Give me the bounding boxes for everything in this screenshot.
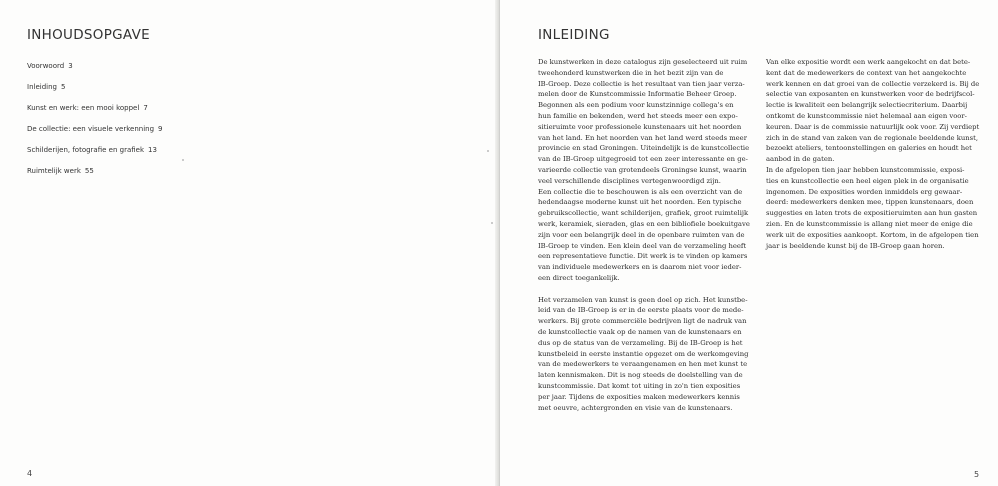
paper-speck [487,150,489,152]
toc-entry-label: De collectie: een visuele verkenning [27,125,155,133]
paper-speck [491,222,493,224]
toc-entry [27,104,327,125]
left-page [0,0,497,486]
toc-entry-page: 55 [84,167,94,175]
toc-entry [27,125,327,146]
toc-entry-page: 5 [60,83,66,91]
toc-entry-page: 13 [148,146,157,154]
toc-entry-page: 7 [143,104,148,112]
intro-heading: INLEIDING [538,27,610,43]
intro-column-1 [538,57,764,413]
paper-speck [182,159,184,161]
toc-entry-label: Ruimtelijk werk [27,167,81,175]
right-page [500,0,998,486]
toc-entry [27,146,327,167]
body-paragraph: De kunstwerken in deze catalogus zijn geselecteerd uit ruim tweehonderd kunstwerken die in het bezit zijn van de IB-Groep. Deze collectie is het resultaat van tien jaar verza- melen door de Kunstcommissie Informatie Beheer Groep. Begonnen als een podium voor kunstzinnige collega's en hun familie en bekenden, werd het steeds meer een expo- sitieruimte voor professionele kunstenaars uit het noorden van het land. En het noorden van het land werd steeds meer provincie en stad Groningen. Uiteindelijk is de kunstcollectie van de IB-Groep uitgegroeid tot een zeer interessante en ge- varieerde collectie van grotendeels Groningse kunst, waarin veel verschillende disciplines vertegenwoordigd zijn. Een collectie die te beschouwen is als een overzicht van de hedendaagse moderne kunst uit het noorden. Een typische gebruikscollectie, want schilderijen, grafiek, groot ruimtelijk werk, keramiek, sieraden, glas en een bibliofiele boekuitgave zijn voor een belangrijk deel in de openbare ruimten van de IB-Groep te vinden. Een klein deel van de verzameling heeft een representatieve functie. Dit werk is te vinden op kamers van individuele medewerkers en is daarom niet voor ieder- een direct toegankelijk. [538,58,750,282]
table-of-contents [27,62,327,188]
toc-entry-page: 9 [158,125,163,133]
page-number-left: 4 [27,469,33,478]
page-number-right: 5 [974,470,980,479]
toc-entry-label: Inleiding [27,83,57,91]
body-paragraph: Het verzamelen van kunst is geen doel op zich. Het kunstbe- leid van de IB-Groep is er in de eerste plaats voor de mede- werkers. Bij grote commerciële bedrijven ligt de nadruk van de kunstcollectie vaak op de namen van de kunstenaars en dus op de status van de verzameling. Bij de IB-Groep is het kunstbeleid in eerste instantie opgezet om de werkomgeving van de medewerkers te veraangenamen en hen met kunst te laten kennismaken. Dit is nog steeds de doelstelling van de kunstcommissie. Dat komt tot uiting in zo'n tien exposities per jaar. Tijdens de exposities maken medewerkers kennis met oeuvre, achtergronden en visie van de kunstenaars. [538,295,749,412]
toc-entry-label: Voorwoord [27,62,65,70]
toc-heading: INHOUDSOPGAVE [27,27,150,43]
toc-entry [27,62,327,83]
toc-entry [27,83,327,104]
body-paragraph: Van elke expositie wordt een werk aangekocht en dat bete- kent dat de medewerkers de context van het aangekochte werk kennen en dat groei van de collectie verzekerd is. Bij de selectie van exposanten en kunstwerken voor de bedrijfscol- lectie is kwaliteit een belangrijk selectiecriterium. Daarbij ontkomt de kunstcommissie niet helemaal aan eigen voor- keuren. Daar is de commissie natuurlijk ook voor. Zij verdiept zich in de stand van zaken van de regionale beeldende kunst, bezoekt ateliers, tentoonstellingen en galeries en houdt het aanbod in de gaten. In de afgelopen tien jaar hebben kunstcommissie, exposi- ties en kunstcollectie een heel eigen plek in de organisatie ingenomen. De exposities worden inmiddels erg gewaar- deerd: medewerkers denken mee, tippen kunstenaars, doen suggesties en laten trots de expositieruimten aan hun gasten zien. En de kunstcommissie is allang niet meer de enige die werk uit de exposities aankoopt. Kortom, in de afgelopen tien jaar is beeldende kunst bij de IB-Groep gaan horen. [766,58,980,250]
toc-entry [27,167,327,188]
toc-entry-label: Schilderijen, fotografie en grafiek [27,146,145,154]
toc-entry-label: Kunst en werk: een mooi koppel [27,104,140,112]
toc-entry-page: 3 [68,62,73,70]
intro-column-2 [766,57,992,251]
